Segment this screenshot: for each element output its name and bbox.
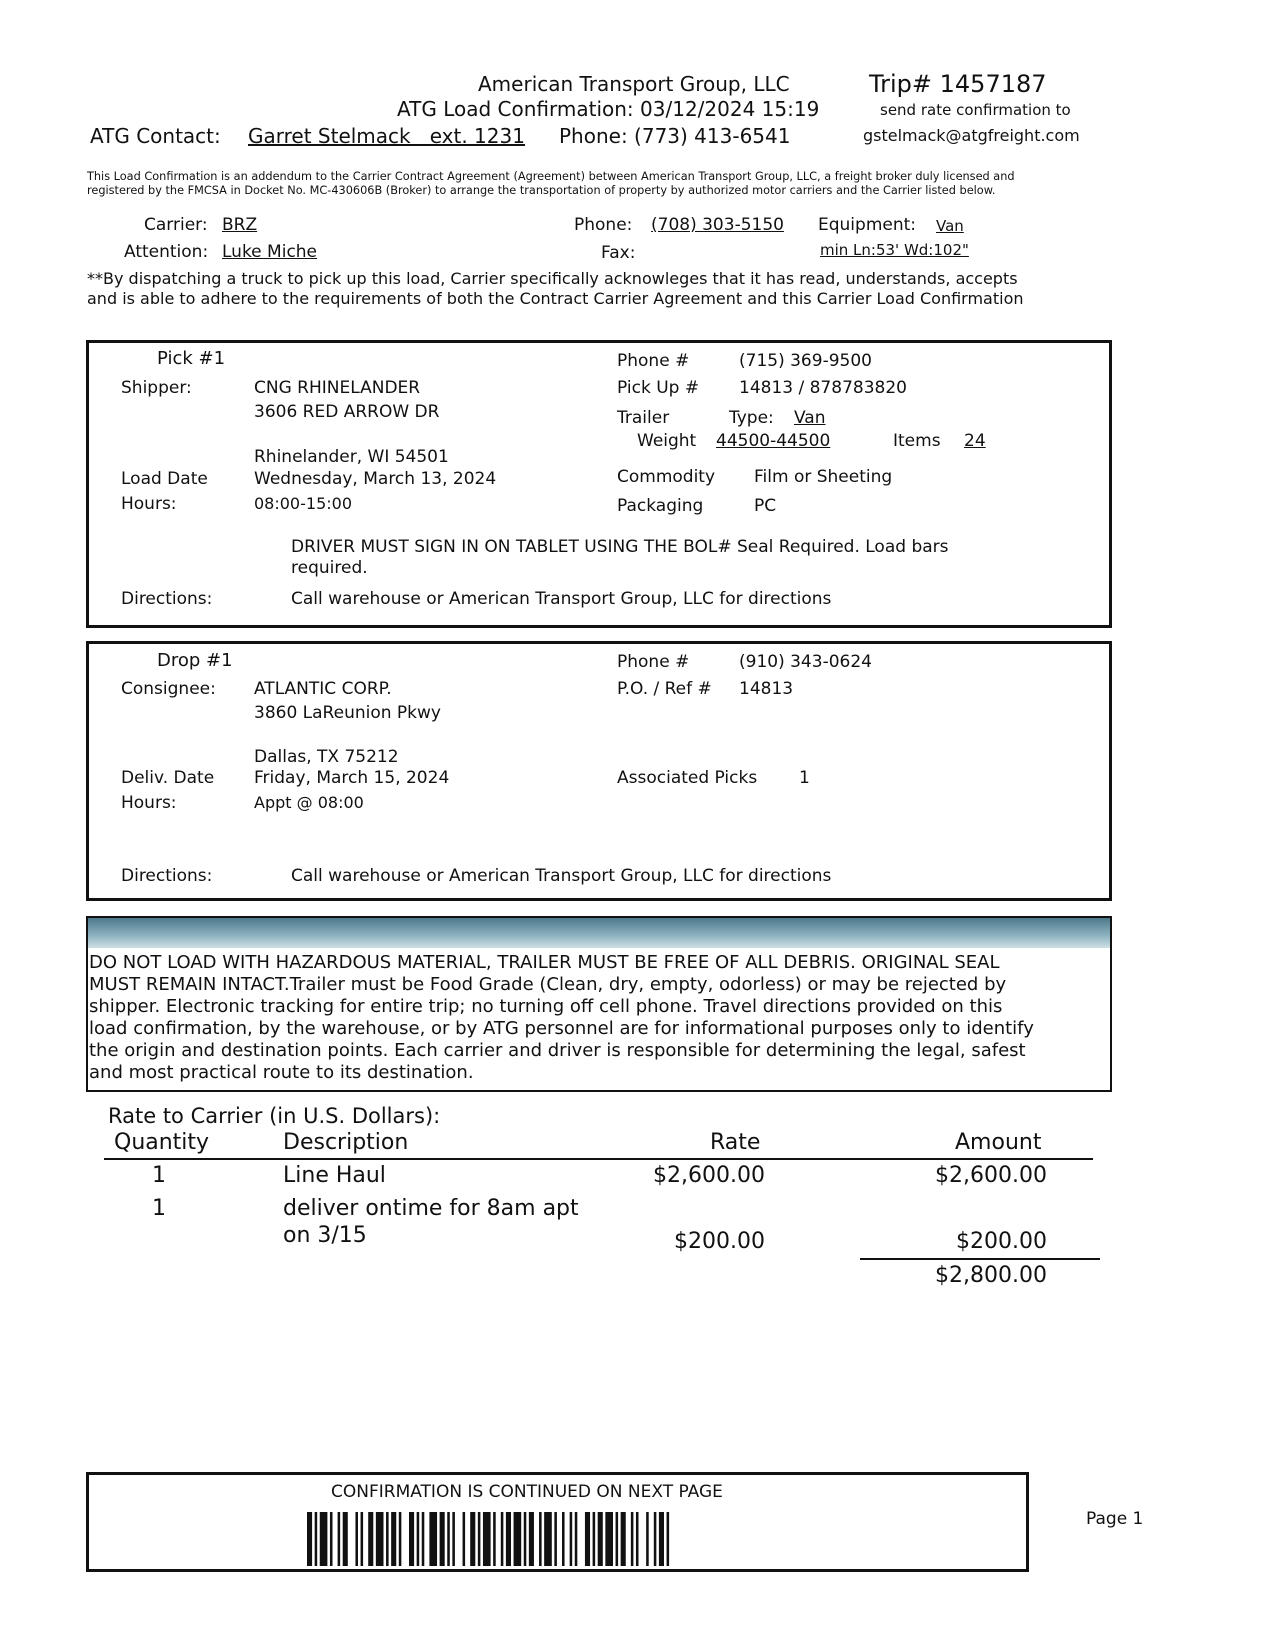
total-rule — [860, 1258, 1100, 1260]
associated-picks-value: 1 — [799, 768, 810, 788]
pick-phone-label: Phone # — [617, 351, 690, 371]
attention-value: Luke Miche — [222, 242, 318, 262]
notes-line: load confirmation, by the warehouse, or by ATG personnel are for informational purposes only to identify — [89, 1018, 1034, 1039]
col-amount: Amount — [955, 1130, 1042, 1155]
rate-row-description: deliver ontime for 8am apt — [283, 1196, 579, 1221]
packaging-label: Packaging — [617, 496, 704, 516]
attention-label: Attention: — [124, 242, 209, 262]
drop-hours-label: Hours: — [121, 793, 177, 813]
drop-directions-label: Directions: — [121, 866, 213, 886]
col-rate: Rate — [710, 1130, 761, 1155]
load-date-label: Load Date — [121, 469, 208, 489]
carrier-phone-label: Phone: — [574, 215, 633, 235]
trip-number: Trip# 1457187 — [869, 70, 1047, 98]
carrier-label: Carrier: — [144, 215, 208, 235]
pick-phone: (715) 369-9500 — [739, 351, 872, 371]
drop-directions: Call warehouse or American Transport Group, LLC for directions — [291, 866, 832, 886]
pick-directions: Call warehouse or American Transport Group, LLC for directions — [291, 589, 832, 609]
notes-line: and most practical route to its destination. — [89, 1062, 474, 1083]
continued-notice: CONFIRMATION IS CONTINUED ON NEXT PAGE — [331, 1482, 723, 1502]
equipment-value: Van — [936, 217, 964, 235]
contact-label: ATG Contact: — [90, 124, 221, 148]
acknowledgement-line: **By dispatching a truck to pick up this load, Carrier specifically acknowleges that it has read, understands, accepts — [87, 269, 1018, 288]
notes-header-bar — [88, 918, 1110, 948]
pick-instructions: DRIVER MUST SIGN IN ON TABLET USING THE BOL# Seal Required. Load bars — [291, 537, 949, 557]
notes-section — [86, 916, 1112, 1092]
drop-title: Drop #1 — [157, 650, 233, 671]
send-rate-label: send rate confirmation to — [880, 101, 1071, 119]
barcode — [307, 1512, 811, 1566]
po-ref-value: 14813 — [739, 679, 794, 699]
pick-directions-label: Directions: — [121, 589, 213, 609]
contact-name[interactable]: Garret Stelmack ext. 1231 — [248, 124, 525, 148]
items-value: 24 — [964, 431, 986, 451]
fax-label: Fax: — [601, 243, 636, 263]
col-quantity: Quantity — [114, 1130, 210, 1155]
carrier-value: BRZ — [222, 215, 258, 235]
acknowledgement-line: and is able to adhere to the requirements of both the Contract Carrier Agreement and this Carrier Load Confirmation — [87, 289, 1024, 308]
notes-line: the origin and destination points. Each carrier and driver is responsible for determining the legal, safest — [89, 1040, 1026, 1061]
load-date: Wednesday, March 13, 2024 — [254, 469, 497, 489]
notes-line: DO NOT LOAD WITH HAZARDOUS MATERIAL, TRAILER MUST BE FREE OF ALL DEBRIS. ORIGINAL SEAL — [89, 952, 1000, 973]
items-label: Items — [893, 431, 941, 451]
contact-phone: Phone: (773) 413-6541 — [559, 124, 791, 148]
company-name: American Transport Group, LLC — [478, 72, 790, 96]
rate-row-description: on 3/15 — [283, 1223, 367, 1248]
shipper-city: Rhinelander, WI 54501 — [254, 447, 449, 467]
carrier-phone-value[interactable]: (708) 303-5150 — [651, 215, 784, 235]
shipper-name: CNG RHINELANDER — [254, 378, 421, 398]
rate-row-qty: 1 — [152, 1196, 166, 1221]
consignee-city: Dallas, TX 75212 — [254, 747, 399, 767]
rate-total: $2,800.00 — [935, 1263, 1047, 1288]
pick-title: Pick #1 — [157, 348, 226, 369]
consignee-label: Consignee: — [121, 679, 216, 699]
pickup-number: 14813 / 878783820 — [739, 378, 907, 398]
rate-row-amount: $200.00 — [956, 1229, 1047, 1254]
rate-header-rule — [104, 1158, 1093, 1160]
weight-value: 44500-44500 — [716, 431, 831, 451]
commodity-value: Film or Sheeting — [754, 467, 893, 487]
equipment-label: Equipment: — [818, 215, 917, 235]
equipment-dims: min Ln:53' Wd:102" — [820, 241, 969, 259]
weight-label: Weight — [637, 431, 697, 451]
pick-section — [86, 340, 1112, 628]
drop-hours: Appt @ 08:00 — [254, 793, 364, 812]
drop-section — [86, 641, 1112, 901]
disclaimer-line: registered by the FMCSA in Docket No. MC-430606B (Broker) to arrange the transportation of property by authorized motor carriers and the Carrier listed below. — [87, 184, 996, 197]
rate-row-rate: $2,600.00 — [653, 1163, 765, 1188]
pick-hours-label: Hours: — [121, 494, 177, 514]
commodity-label: Commodity — [617, 467, 716, 487]
rate-row-amount: $2,600.00 — [935, 1163, 1047, 1188]
drop-phone-label: Phone # — [617, 652, 690, 672]
po-ref-label: P.O. / Ref # — [617, 679, 712, 699]
notes-line: MUST REMAIN INTACT.Trailer must be Food Grade (Clean, dry, empty, odorless) or may be rejected by — [89, 974, 1007, 995]
trailer-type-label: Type: — [729, 408, 774, 428]
consignee-name: ATLANTIC CORP. — [254, 679, 392, 699]
disclaimer-line: This Load Confirmation is an addendum to the Carrier Contract Agreement (Agreement) between American Transport Group, LLC, a freight broker duly licensed and — [87, 170, 1015, 183]
consignee-address: 3860 LaReunion Pkwy — [254, 703, 441, 723]
deliv-date: Friday, March 15, 2024 — [254, 768, 450, 788]
shipper-address: 3606 RED ARROW DR — [254, 402, 440, 422]
page-number: Page 1 — [1086, 1509, 1144, 1529]
rate-row-qty: 1 — [152, 1163, 166, 1188]
pickup-number-label: Pick Up # — [617, 378, 700, 398]
pick-hours: 08:00-15:00 — [254, 494, 352, 513]
shipper-label: Shipper: — [121, 378, 192, 398]
notes-line: shipper. Electronic tracking for entire trip; no turning off cell phone. Travel directions provided on this — [89, 996, 1003, 1017]
pick-instructions: required. — [291, 558, 368, 578]
trailer-type-value: Van — [794, 408, 826, 428]
rate-row-rate: $200.00 — [674, 1229, 765, 1254]
drop-phone: (910) 343-0624 — [739, 652, 872, 672]
associated-picks-label: Associated Picks — [617, 768, 758, 788]
packaging-value: PC — [754, 496, 777, 516]
rate-title: Rate to Carrier (in U.S. Dollars): — [108, 1104, 441, 1128]
load-confirmation-date: ATG Load Confirmation: 03/12/2024 15:19 — [397, 97, 820, 121]
col-description: Description — [283, 1130, 409, 1155]
contact-email[interactable]: gstelmack@atgfreight.com — [863, 126, 1080, 145]
rate-row-description: Line Haul — [283, 1163, 386, 1188]
trailer-label: Trailer — [617, 408, 670, 428]
deliv-date-label: Deliv. Date — [121, 768, 215, 788]
